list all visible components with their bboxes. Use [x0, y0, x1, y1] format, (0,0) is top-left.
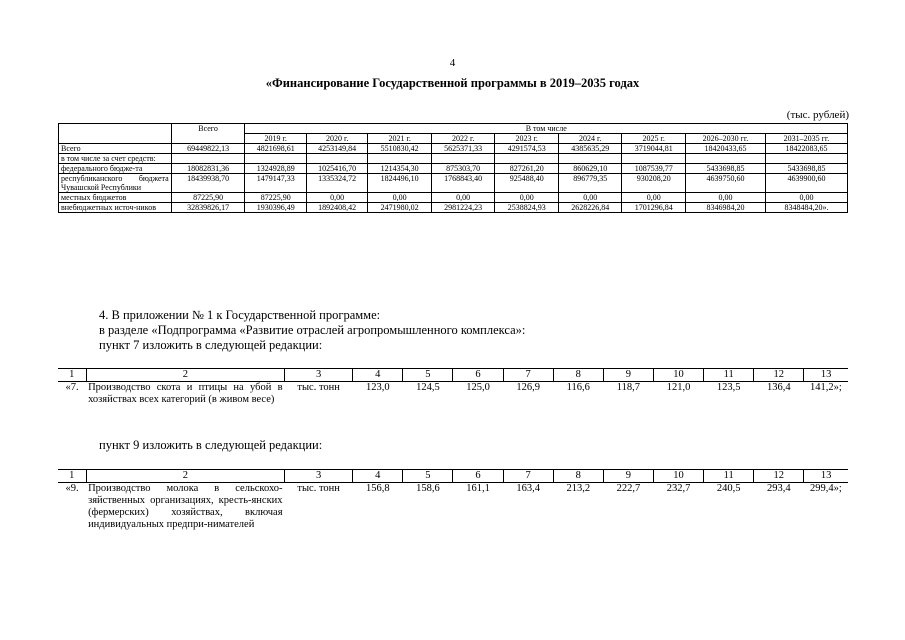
item-description: Производство скота и птицы на убой в хозяйствах всех категорий (в живом весе) [88, 382, 283, 405]
table-cell: 123,0 [365, 382, 390, 393]
table-cell [765, 154, 847, 164]
table-cell: 1025416,70 [306, 164, 367, 174]
page-number: 4 [449, 57, 456, 69]
header-year: 2020 г. [306, 134, 367, 144]
item-7-table [58, 368, 848, 406]
table-cell: 896779,35 [558, 174, 622, 193]
table-row [59, 193, 848, 203]
table-cell: 222,7 [616, 483, 641, 494]
column-number: 10 [653, 369, 703, 382]
table-cell [431, 154, 495, 164]
table-cell: 930208,20 [622, 174, 686, 193]
table-row [59, 164, 848, 174]
table-cell: 5433698,85 [765, 164, 847, 174]
table-cell: 0,00 [306, 193, 367, 203]
header-year: 2021 г. [368, 134, 432, 144]
table-cell: 4639750,60 [685, 174, 765, 193]
table-cell [306, 154, 367, 164]
paragraph-section: в разделе «Подпрограмма «Развитие отраслей агропромышленного комплекса»: [99, 323, 526, 337]
header-year: 2026–2030 гг. [685, 134, 765, 144]
column-number: 12 [754, 369, 804, 382]
column-number: 10 [653, 470, 703, 483]
table-cell: 0,00 [431, 193, 495, 203]
item-unit: тыс. тонн [297, 483, 340, 494]
table-cell: 240,5 [716, 483, 741, 494]
table-cell: 8346984,20 [685, 203, 765, 213]
header-year: 2024 г. [558, 134, 622, 144]
column-number: 1 [58, 369, 86, 382]
column-number: 12 [754, 470, 804, 483]
paragraph-4: 4. В приложении № 1 к Государственной программе: [99, 308, 381, 322]
table-cell: 18420433,65 [685, 144, 765, 154]
table-cell: 136,4 [766, 382, 791, 393]
table-cell [171, 154, 245, 164]
column-number: 5 [403, 369, 453, 382]
column-number: 3 [285, 369, 353, 382]
column-number: 3 [285, 470, 353, 483]
table-cell: 299,4»; [810, 483, 842, 494]
table-cell [368, 154, 432, 164]
table-cell: 0,00 [765, 193, 847, 203]
item-unit: тыс. тонн [297, 382, 340, 393]
table-cell: 141,2»; [810, 382, 842, 393]
table-cell: 4821698,61 [245, 144, 306, 154]
column-number: 5 [403, 470, 453, 483]
table-cell: 925488,40 [495, 174, 559, 193]
row-label: в том числе за счет средств: [59, 154, 172, 164]
header-year: 2031–2035 гг. [765, 134, 847, 144]
header-year: 2019 г. [245, 134, 306, 144]
table-cell: 4385635,29 [558, 144, 622, 154]
table-cell: 5510830,42 [368, 144, 432, 154]
table-cell: 4291574,53 [495, 144, 559, 154]
table-cell: 123,5 [716, 382, 741, 393]
row-label: Всего [59, 144, 172, 154]
table-cell: 1930396,49 [245, 203, 306, 213]
table-cell: 1087539,77 [622, 164, 686, 174]
table-row [59, 144, 848, 154]
table-cell: 3719044,81 [622, 144, 686, 154]
table-cell: 827261,20 [495, 164, 559, 174]
table-cell: 116,6 [566, 382, 590, 393]
table-cell: 232,7 [666, 483, 691, 494]
table-cell: 0,00 [685, 193, 765, 203]
table-cell: 1824496,10 [368, 174, 432, 193]
table-cell: 0,00 [495, 193, 559, 203]
table-cell: 4639900,60 [765, 174, 847, 193]
document-title: «Финансирование Государственной программы в 2019–2035 годах [265, 76, 640, 90]
table-cell: 1214354,30 [368, 164, 432, 174]
table-row [58, 382, 848, 407]
paragraph-point-9: пункт 9 изложить в следующей редакции: [99, 438, 323, 452]
table-cell: 18082831,36 [171, 164, 245, 174]
header-blank-cell [59, 124, 172, 144]
financing-table [58, 123, 848, 213]
row-label: республиканского бюджета Чувашской Республики [59, 174, 172, 193]
column-number: 4 [353, 369, 403, 382]
item-number: «7. [65, 382, 79, 393]
item-description: Производство молока в сельскохо-зяйственных организациях, кресть-янских (фермерских) хозяйствах, включая индивидуальных предпри-нимателей [88, 483, 283, 530]
column-number: 2 [86, 470, 285, 483]
header-year: 2025 г. [622, 134, 686, 144]
table-cell: 2538824,93 [495, 203, 559, 213]
header-total: Всего [171, 124, 245, 144]
table-cell: 0,00 [368, 193, 432, 203]
table-cell: 158,6 [416, 483, 440, 494]
column-number: 9 [603, 369, 653, 382]
column-number: 2 [86, 369, 285, 382]
header-year: 2023 г. [495, 134, 559, 144]
table-cell: 1701296,84 [622, 203, 686, 213]
table-cell [622, 154, 686, 164]
table-row [59, 203, 848, 213]
row-label: федерального бюдже-та [59, 164, 172, 174]
table-row [59, 154, 848, 164]
column-number: 8 [553, 369, 603, 382]
table-cell: 124,5 [416, 382, 440, 393]
table-cell: 860629,10 [558, 164, 622, 174]
column-number: 4 [353, 470, 403, 483]
table-cell [685, 154, 765, 164]
column-number: 11 [704, 470, 754, 483]
table-cell: 1324928,89 [245, 164, 306, 174]
column-number: 8 [553, 470, 603, 483]
table-cell: 156,8 [365, 483, 390, 494]
table-cell: 87225,90 [245, 193, 306, 203]
table-cell: 0,00 [622, 193, 686, 203]
table-cell: 87225,90 [171, 193, 245, 203]
column-number: 6 [453, 470, 503, 483]
financing-header-row [59, 124, 848, 134]
paragraph-point-7: пункт 7 изложить в следующей редакции: [99, 338, 323, 352]
column-number: 11 [704, 369, 754, 382]
table-cell: 5625371,33 [431, 144, 495, 154]
item-number: «9. [65, 483, 79, 494]
table-cell: 125,0 [466, 382, 490, 393]
column-number-row [58, 470, 848, 483]
table-cell: 1479147,33 [245, 174, 306, 193]
table-cell: 4253149,84 [306, 144, 367, 154]
table-cell: 126,9 [516, 382, 540, 393]
table-cell [495, 154, 559, 164]
header-year: 2022 г. [431, 134, 495, 144]
table-cell: 32839826,17 [171, 203, 245, 213]
table-cell: 18439938,70 [171, 174, 245, 193]
table-cell: 2628226,84 [558, 203, 622, 213]
row-label: местных бюджетов [59, 193, 172, 203]
column-number: 13 [804, 369, 848, 382]
table-cell: 2471980,02 [368, 203, 432, 213]
item-9-table [58, 469, 848, 531]
table-cell: 18422083,65 [765, 144, 847, 154]
table-cell: 5433698,85 [685, 164, 765, 174]
table-row [58, 483, 848, 532]
column-number: 9 [603, 470, 653, 483]
table-cell: 1335324,72 [306, 174, 367, 193]
table-cell [245, 154, 306, 164]
units-note: (тыс. рублей) [786, 109, 849, 121]
table-cell: 875303,70 [431, 164, 495, 174]
table-cell [558, 154, 622, 164]
table-row [59, 174, 848, 193]
table-cell: 163,4 [516, 483, 540, 494]
table-cell: 213,2 [566, 483, 591, 494]
table-cell: 118,7 [616, 382, 641, 393]
table-cell: 69449822,13 [171, 144, 245, 154]
table-cell: 1768843,40 [431, 174, 495, 193]
header-including: В том числе [245, 124, 848, 134]
table-cell: 1892408,42 [306, 203, 367, 213]
table-cell: 121,0 [666, 382, 691, 393]
column-number-row [58, 369, 848, 382]
table-cell: 293,4 [766, 483, 791, 494]
column-number: 7 [503, 369, 553, 382]
column-number: 13 [804, 470, 848, 483]
table-cell: 2981224,23 [431, 203, 495, 213]
row-label: внебюджетных источ-ников [59, 203, 172, 213]
column-number: 1 [58, 470, 86, 483]
column-number: 6 [453, 369, 503, 382]
table-cell: 0,00 [558, 193, 622, 203]
table-cell: 161,1 [466, 483, 490, 494]
table-cell: 8348484,20». [765, 203, 847, 213]
column-number: 7 [503, 470, 553, 483]
